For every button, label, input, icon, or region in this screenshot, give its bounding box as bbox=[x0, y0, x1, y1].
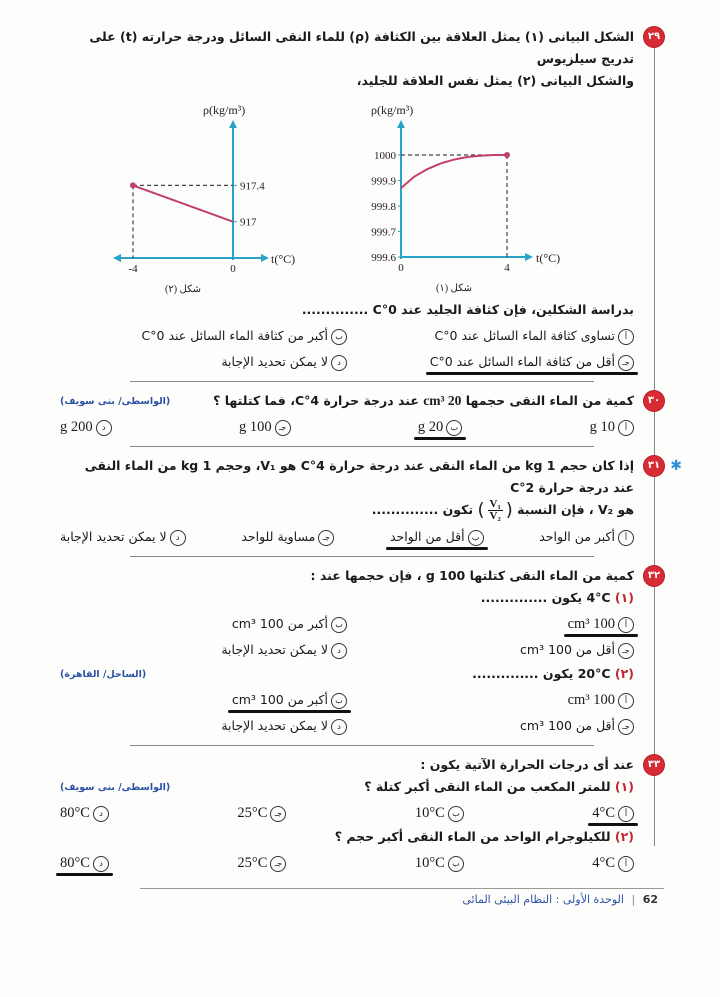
option-letter: أ bbox=[618, 693, 634, 709]
option-text: تساوى كثافة الماء السائل عند 0°C bbox=[434, 328, 615, 343]
option-text: لا يمكن تحديد الإجابة bbox=[221, 354, 328, 369]
y-axis-label: ρ(kg/m³) bbox=[203, 103, 246, 117]
density-line bbox=[133, 185, 233, 221]
q30-volume: 20 cm³ bbox=[423, 393, 462, 408]
option-d[interactable] bbox=[221, 351, 347, 373]
option-text: 25°C bbox=[237, 855, 268, 871]
option-text: 200 g bbox=[60, 419, 93, 435]
option-text: 100 g bbox=[238, 419, 272, 435]
part-label: (١) bbox=[614, 590, 634, 605]
option-a[interactable] bbox=[435, 325, 634, 347]
option-a[interactable] bbox=[539, 526, 634, 548]
part-label: (٢) bbox=[614, 666, 634, 681]
y-tick-label: 999.6 bbox=[371, 252, 396, 264]
option-letter: جـ bbox=[270, 806, 286, 822]
option-letter: أ bbox=[618, 329, 634, 345]
option-d[interactable] bbox=[60, 416, 112, 438]
chart-caption: شكل (١) bbox=[435, 283, 473, 294]
option-text: 80°C bbox=[60, 805, 90, 821]
option-c[interactable] bbox=[430, 351, 634, 373]
option-a[interactable] bbox=[568, 613, 634, 635]
q32-part2 bbox=[472, 663, 634, 685]
option-a[interactable] bbox=[592, 802, 634, 824]
separator bbox=[130, 446, 594, 447]
option-letter: أ bbox=[618, 806, 634, 822]
option-text: لا يمكن تحديد الإجابة bbox=[221, 642, 328, 657]
paren-open: ( bbox=[505, 499, 513, 521]
option-text: مساوية للواحد bbox=[241, 529, 316, 544]
option-letter: ب bbox=[448, 856, 464, 872]
q30-options bbox=[60, 416, 634, 438]
option-text: لا يمكن تحديد الإجابة bbox=[221, 718, 328, 733]
q30-prompt bbox=[213, 390, 634, 412]
option-text: 4°C bbox=[592, 855, 615, 871]
option-b[interactable] bbox=[390, 526, 484, 548]
option-letter: د bbox=[331, 643, 347, 659]
question-31 bbox=[60, 455, 682, 548]
q31-line1: إذا كان حجم 1 kg من الماء النقى عند درجة حرارة 4°C هو V₁، وحجم 1 kg من الماء النقى عند درجة حرارة 2°C bbox=[84, 458, 634, 495]
separator bbox=[130, 745, 594, 746]
unit-title: الوحدة الأولى : النظام البيئى المائى bbox=[462, 893, 624, 906]
option-letter: د bbox=[331, 355, 347, 371]
q32-part2-options bbox=[60, 689, 634, 737]
q32-prompt: كمية من الماء النقى كتلتها 100 g ، فإن حجمها عند : bbox=[310, 568, 634, 583]
q29-prompt: بدراسة الشكلين، فإن كثافة الجليد عند 0°C .............. bbox=[301, 302, 634, 317]
q29-options bbox=[60, 325, 634, 373]
part-label: (٢) bbox=[614, 829, 634, 844]
option-c[interactable] bbox=[237, 802, 286, 824]
option-letter: ب bbox=[331, 329, 347, 345]
option-letter: د bbox=[331, 719, 347, 735]
option-b[interactable] bbox=[415, 802, 464, 824]
option-text: أقل من كثافة الماء السائل عند 0°C bbox=[429, 354, 615, 369]
option-text: 100 cm³ bbox=[567, 692, 615, 708]
source-tag: (الواسطى/ بنى سويف) bbox=[60, 395, 171, 407]
option-text: أقل من 100 cm³ bbox=[520, 718, 615, 733]
option-text: 10 g bbox=[589, 419, 615, 435]
footer-rule bbox=[140, 888, 664, 889]
option-letter: ب bbox=[331, 617, 347, 633]
q30-header bbox=[60, 390, 634, 412]
option-b[interactable] bbox=[232, 689, 347, 711]
option-c[interactable] bbox=[239, 416, 291, 438]
y-axis-arrow bbox=[397, 120, 405, 128]
y-tick-label: 1000 bbox=[374, 150, 396, 162]
x-tick-label: 4 bbox=[504, 262, 510, 274]
option-text: 10°C bbox=[414, 805, 445, 821]
option-letter: جـ bbox=[618, 643, 634, 659]
density-curve bbox=[401, 155, 507, 188]
option-letter: د bbox=[93, 856, 109, 872]
option-letter: جـ bbox=[270, 856, 286, 872]
option-text: 4°C bbox=[592, 805, 615, 821]
option-letter: ب bbox=[446, 420, 462, 436]
option-d[interactable] bbox=[221, 639, 347, 661]
q30-prompt-b: عند درجة حرارة 4°C، فما كتلتها ؟ bbox=[213, 393, 419, 408]
option-text: 25°C bbox=[237, 805, 268, 821]
question-number-badge: ٣١ bbox=[644, 456, 664, 476]
chart-water-density bbox=[331, 100, 581, 295]
option-d[interactable] bbox=[60, 802, 109, 824]
option-letter: ب bbox=[448, 806, 464, 822]
option-text: لا يمكن تحديد الإجابة bbox=[60, 529, 167, 544]
q31-options bbox=[60, 526, 634, 548]
option-a[interactable] bbox=[568, 689, 634, 711]
option-letter: أ bbox=[618, 530, 634, 546]
part-text: 4°C يكون .............. bbox=[480, 590, 611, 605]
x-axis-label: t(°C) bbox=[271, 252, 296, 266]
part-label: (١) bbox=[614, 779, 634, 794]
option-text: أكبر من كثافة الماء السائل عند 0°C bbox=[141, 328, 328, 343]
option-c[interactable] bbox=[520, 639, 634, 661]
option-text: 20 g bbox=[417, 419, 444, 435]
option-letter: أ bbox=[618, 856, 634, 872]
question-number-badge: ٣٢ bbox=[644, 566, 664, 586]
y-tick-label: 999.7 bbox=[371, 226, 396, 239]
fraction-v1-v2 bbox=[488, 499, 503, 522]
question-30 bbox=[60, 390, 664, 438]
y-tick-label: 999.9 bbox=[371, 175, 396, 188]
max-density-point bbox=[504, 152, 510, 158]
option-d[interactable] bbox=[60, 852, 109, 874]
option-letter: أ bbox=[618, 420, 634, 436]
option-d[interactable] bbox=[221, 715, 347, 737]
q33-part1-options bbox=[60, 802, 634, 824]
q29-line1: الشكل البيانى (١) يمثل العلاقة بين الكثافة (ρ) للماء النقى السائل ودرجة حرارته (t) على تدريج سيلزيوس bbox=[89, 29, 634, 66]
x-axis-arrow bbox=[525, 253, 533, 261]
q32-part1-options bbox=[60, 613, 634, 661]
q31-line2a: هو V₂ ، فإن النسبة bbox=[517, 502, 634, 517]
option-a[interactable] bbox=[592, 852, 634, 874]
y-tick-label: 917.4 bbox=[240, 180, 265, 193]
x-tick-label: 0 bbox=[398, 262, 404, 274]
question-32 bbox=[60, 565, 664, 737]
option-c[interactable] bbox=[520, 715, 634, 737]
option-text: أقل من الواحد bbox=[390, 529, 465, 544]
question-33 bbox=[60, 754, 664, 874]
option-b[interactable] bbox=[142, 325, 347, 347]
option-a[interactable] bbox=[590, 416, 634, 438]
option-text: أقل من 100 cm³ bbox=[520, 642, 615, 657]
part-text: 20°C يكون .............. bbox=[472, 666, 611, 681]
y-tick-label: 917 bbox=[240, 216, 257, 229]
question-29 bbox=[60, 26, 664, 373]
option-text: 10°C bbox=[414, 855, 445, 871]
q31-line2b: تكون .............. bbox=[371, 502, 474, 517]
start-point bbox=[130, 182, 136, 188]
option-text: 100 cm³ bbox=[567, 616, 615, 632]
option-c[interactable] bbox=[237, 852, 286, 874]
x-tick-label: -4 bbox=[128, 263, 138, 275]
y-axis-label: ρ(kg/m³) bbox=[371, 103, 414, 117]
x-axis-arrow-left bbox=[113, 254, 121, 262]
question-number-badge: ٣٣ bbox=[644, 755, 664, 775]
q32-part2-header bbox=[60, 663, 634, 685]
page-number: 62 bbox=[642, 893, 658, 906]
q32-part1 bbox=[60, 587, 634, 609]
option-letter: د bbox=[170, 530, 186, 546]
charts-row bbox=[60, 100, 634, 295]
star-icon: ✱ bbox=[670, 458, 682, 474]
q30-prompt-a: كمية من الماء النقى حجمها bbox=[465, 393, 634, 408]
option-text: 80°C bbox=[60, 855, 90, 871]
option-text: أكبر من الواحد bbox=[539, 529, 615, 544]
option-letter: جـ bbox=[618, 719, 634, 735]
option-letter: ب bbox=[468, 530, 484, 546]
q33-part1-header bbox=[60, 776, 634, 798]
option-c[interactable] bbox=[241, 526, 334, 548]
option-text: أكبر من 100 cm³ bbox=[231, 692, 328, 707]
fraction-denominator: V₂ bbox=[489, 510, 501, 522]
option-letter: ب bbox=[331, 693, 347, 709]
option-letter: جـ bbox=[318, 530, 334, 546]
q33-prompt: عند أى درجات الحرارة الآتية يكون : bbox=[420, 757, 634, 772]
separator bbox=[130, 556, 594, 557]
part-text: للمتر المكعب من الماء النقى أكبر كتلة ؟ bbox=[364, 779, 611, 794]
x-axis-arrow-right bbox=[261, 254, 269, 262]
q29-line2: والشكل البيانى (٢) يمثل نفس العلاقة للجليد، bbox=[356, 73, 634, 88]
chart-ice-density bbox=[113, 100, 313, 295]
paren-close: ) bbox=[477, 499, 485, 521]
q33-part1 bbox=[364, 776, 634, 798]
x-axis-label: t(°C) bbox=[536, 251, 561, 265]
footer bbox=[60, 893, 664, 906]
option-b[interactable] bbox=[418, 416, 462, 438]
question-number-badge: ٣٠ bbox=[644, 391, 664, 411]
fraction-numerator: V₁ bbox=[489, 498, 501, 510]
q33-part2 bbox=[60, 826, 634, 848]
worksheet-content bbox=[60, 26, 682, 906]
source-tag: (الواسطى/ بنى سويف) bbox=[60, 781, 171, 793]
x-tick-label: 0 bbox=[230, 263, 236, 275]
chart-caption: شكل (٢) bbox=[164, 284, 202, 295]
separator bbox=[130, 381, 594, 382]
question-number-badge: ٢٩ bbox=[644, 27, 664, 47]
y-tick-label: 999.8 bbox=[371, 201, 396, 213]
option-d[interactable] bbox=[60, 526, 186, 548]
option-text: أكبر من 100 cm³ bbox=[231, 616, 328, 631]
option-b[interactable] bbox=[415, 852, 464, 874]
q33-part2-options bbox=[60, 852, 634, 874]
part-text: للكيلوجرام الواحد من الماء النقى أكبر حجم ؟ bbox=[334, 829, 611, 844]
y-axis-arrow bbox=[229, 120, 237, 128]
option-letter: د bbox=[93, 806, 109, 822]
option-letter: د bbox=[96, 420, 112, 436]
q31-line2 bbox=[60, 499, 634, 522]
option-b[interactable] bbox=[232, 613, 347, 635]
option-letter: جـ bbox=[618, 355, 634, 371]
option-letter: أ bbox=[618, 617, 634, 633]
footer-divider: | bbox=[631, 893, 636, 906]
source-tag: (الساحل/ القاهرة) bbox=[60, 668, 147, 680]
option-letter: جـ bbox=[275, 420, 291, 436]
